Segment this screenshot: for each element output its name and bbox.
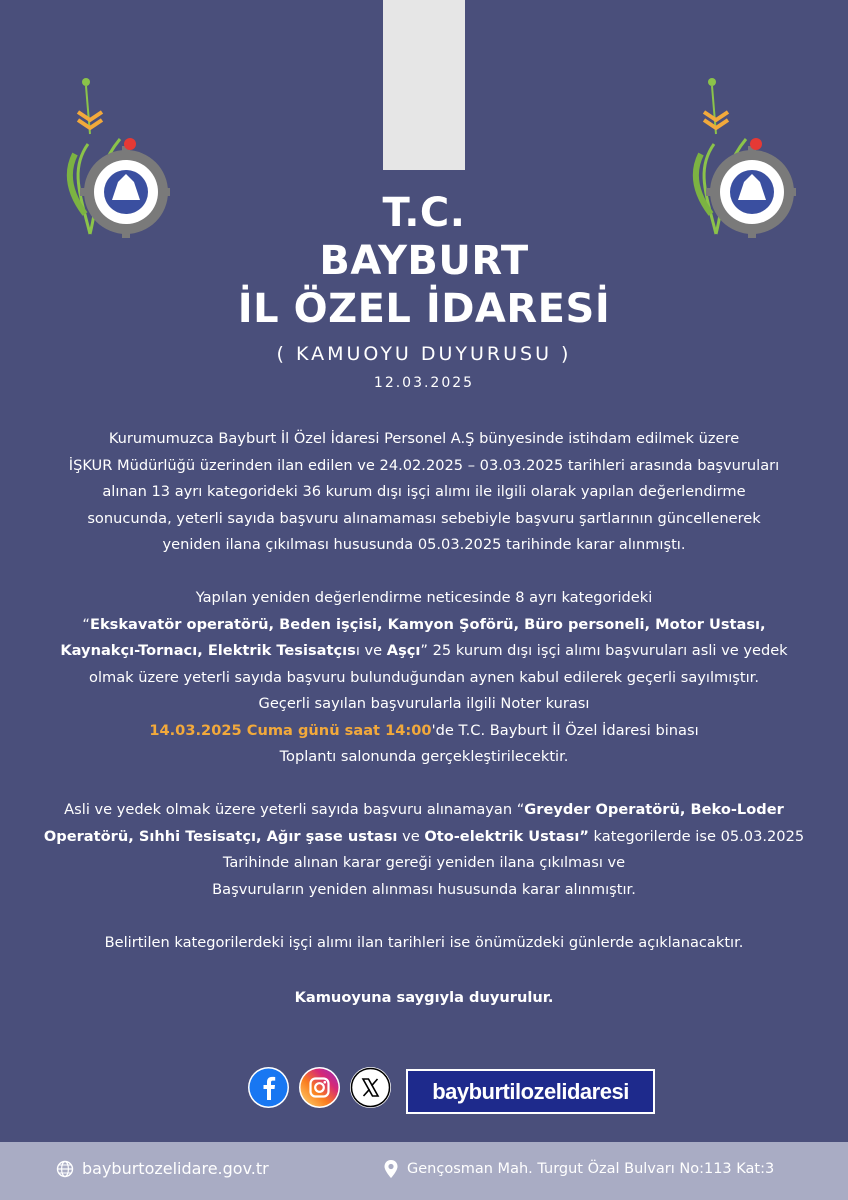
title-il-ozel-idaresi: İL ÖZEL İDARESİ (237, 286, 611, 332)
text-fragment: Asli ve yedek olmak üzere yeterli sayıda başvuru alınamayan “ (64, 801, 525, 818)
footer-address (383, 1159, 774, 1179)
top-decor-bar (383, 0, 465, 170)
paragraph-4-line: Belirtilen kategorilerdeki işçi alımı ilan tarihleri ise önümüzdeki günlerde açıklanacaktır. (104, 934, 744, 951)
paragraph-2-line: Yapılan yeniden değerlendirme neticesinde 8 ayrı kategorideki (195, 589, 653, 606)
paragraph-3 (40, 797, 808, 903)
address-text: Gençosman Mah. Turgut Özal Bulvarı No:113 Kat:3 (407, 1161, 775, 1177)
categories-bold: Ekskavatör operatörü, Beden işçisi, Kamyon Şoförü, Büro personeli, Motor Ustası, (89, 615, 766, 633)
paragraph-2-line: Toplantı salonunda gerçekleştirilecektir. (279, 748, 569, 765)
quote-open: “ (82, 615, 90, 633)
paragraph-2-line (40, 718, 808, 745)
categories-bold: Operatörü, Sıhhi Tesisatçı, Ağır şase ustası (43, 827, 398, 845)
categories-bold: Kaynakçı-Tornacı, Elektrik Tesisatçıs (60, 642, 356, 659)
paragraph-3-line (40, 797, 808, 824)
paragraph-1-line: yeniden ilana çıkılması hususunda 05.03.2025 tarihinde karar alınmıştı. (162, 536, 686, 553)
social-icons (248, 1067, 391, 1108)
x-icon[interactable] (350, 1067, 391, 1108)
footer-website[interactable] (56, 1159, 269, 1178)
announcement-date: 12.03.2025 (373, 375, 475, 391)
categories-bold: Aşçı (386, 642, 421, 659)
paragraph-2-line: Geçerli sayılan başvurularla ilgili Noter kurası (258, 695, 590, 712)
closing-text: Kamuoyuna saygıyla duyurulur. (294, 989, 554, 1006)
paragraph-1-line: sonucunda, yeterli sayıda başvuru alınamaması sebebiyle başvuru şartlarının güncellenerek (87, 509, 761, 527)
paragraph-2-line (40, 612, 808, 639)
title-bayburt: BAYBURT (319, 238, 529, 284)
closing-line (40, 985, 808, 1012)
instagram-icon[interactable] (299, 1067, 340, 1108)
paragraph-1-line: İŞKUR Müdürlüğü üzerinden ilan edilen ve 24.02.2025 – 03.03.2025 tarihleri arasında başvuruları (68, 456, 780, 474)
paragraph-3-line: Tarihinde alınan karar gereği yeniden ilana çıkılması ve (222, 854, 626, 871)
announcement-subtitle: ( KAMUOYU DUYURUSU ) (276, 343, 572, 365)
paragraph-2 (40, 585, 808, 771)
paragraph-3-line: Başvuruların yeniden alınması hususunda karar alınmıştır. (212, 880, 636, 898)
paragraph-2-line (40, 638, 808, 665)
text-fragment: ” 25 kurum dışı işçi alımı başvuruları asli ve yedek (420, 642, 788, 659)
paragraph-3-line (40, 824, 808, 851)
social-handle-badge[interactable]: bayburtilozelidaresi (406, 1069, 655, 1114)
paragraph-1-line: alınan 13 ayrı kategorideki 36 kurum dışı işçi alımı ile ilgili olarak yapılan değerlendirme (102, 483, 746, 500)
text-fragment: ve (397, 827, 425, 845)
globe-icon (56, 1160, 74, 1178)
paragraph-4 (40, 930, 808, 957)
paragraph-2-line: olmak üzere yeterli sayıda başvuru bulunduğundan aynen kabul edilerek geçerli sayılmıştır. (89, 668, 759, 686)
text-fragment: ı ve (355, 642, 387, 659)
draw-date-highlight: 14.03.2025 Cuma günü saat 14:00 (149, 721, 432, 739)
text-fragment: kategorilerde ise 05.03.2025 (588, 827, 805, 845)
paragraph-1 (40, 426, 808, 559)
location-pin-icon (383, 1159, 399, 1179)
website-url: bayburtozelidare.gov.tr (82, 1159, 269, 1178)
text-fragment: 'de T.C. Bayburt İl Özel İdaresi binası (431, 721, 699, 739)
categories-bold: Greyder Operatörü, Beko-Loder (524, 801, 784, 818)
categories-bold: Oto-elektrik Ustası” (424, 827, 589, 845)
title-tc: T.C. (382, 190, 466, 236)
paragraph-1-line: Kurumumuzca Bayburt İl Özel İdaresi Personel A.Ş bünyesinde istihdam edilmek üzere (108, 430, 740, 447)
facebook-icon[interactable] (248, 1067, 289, 1108)
